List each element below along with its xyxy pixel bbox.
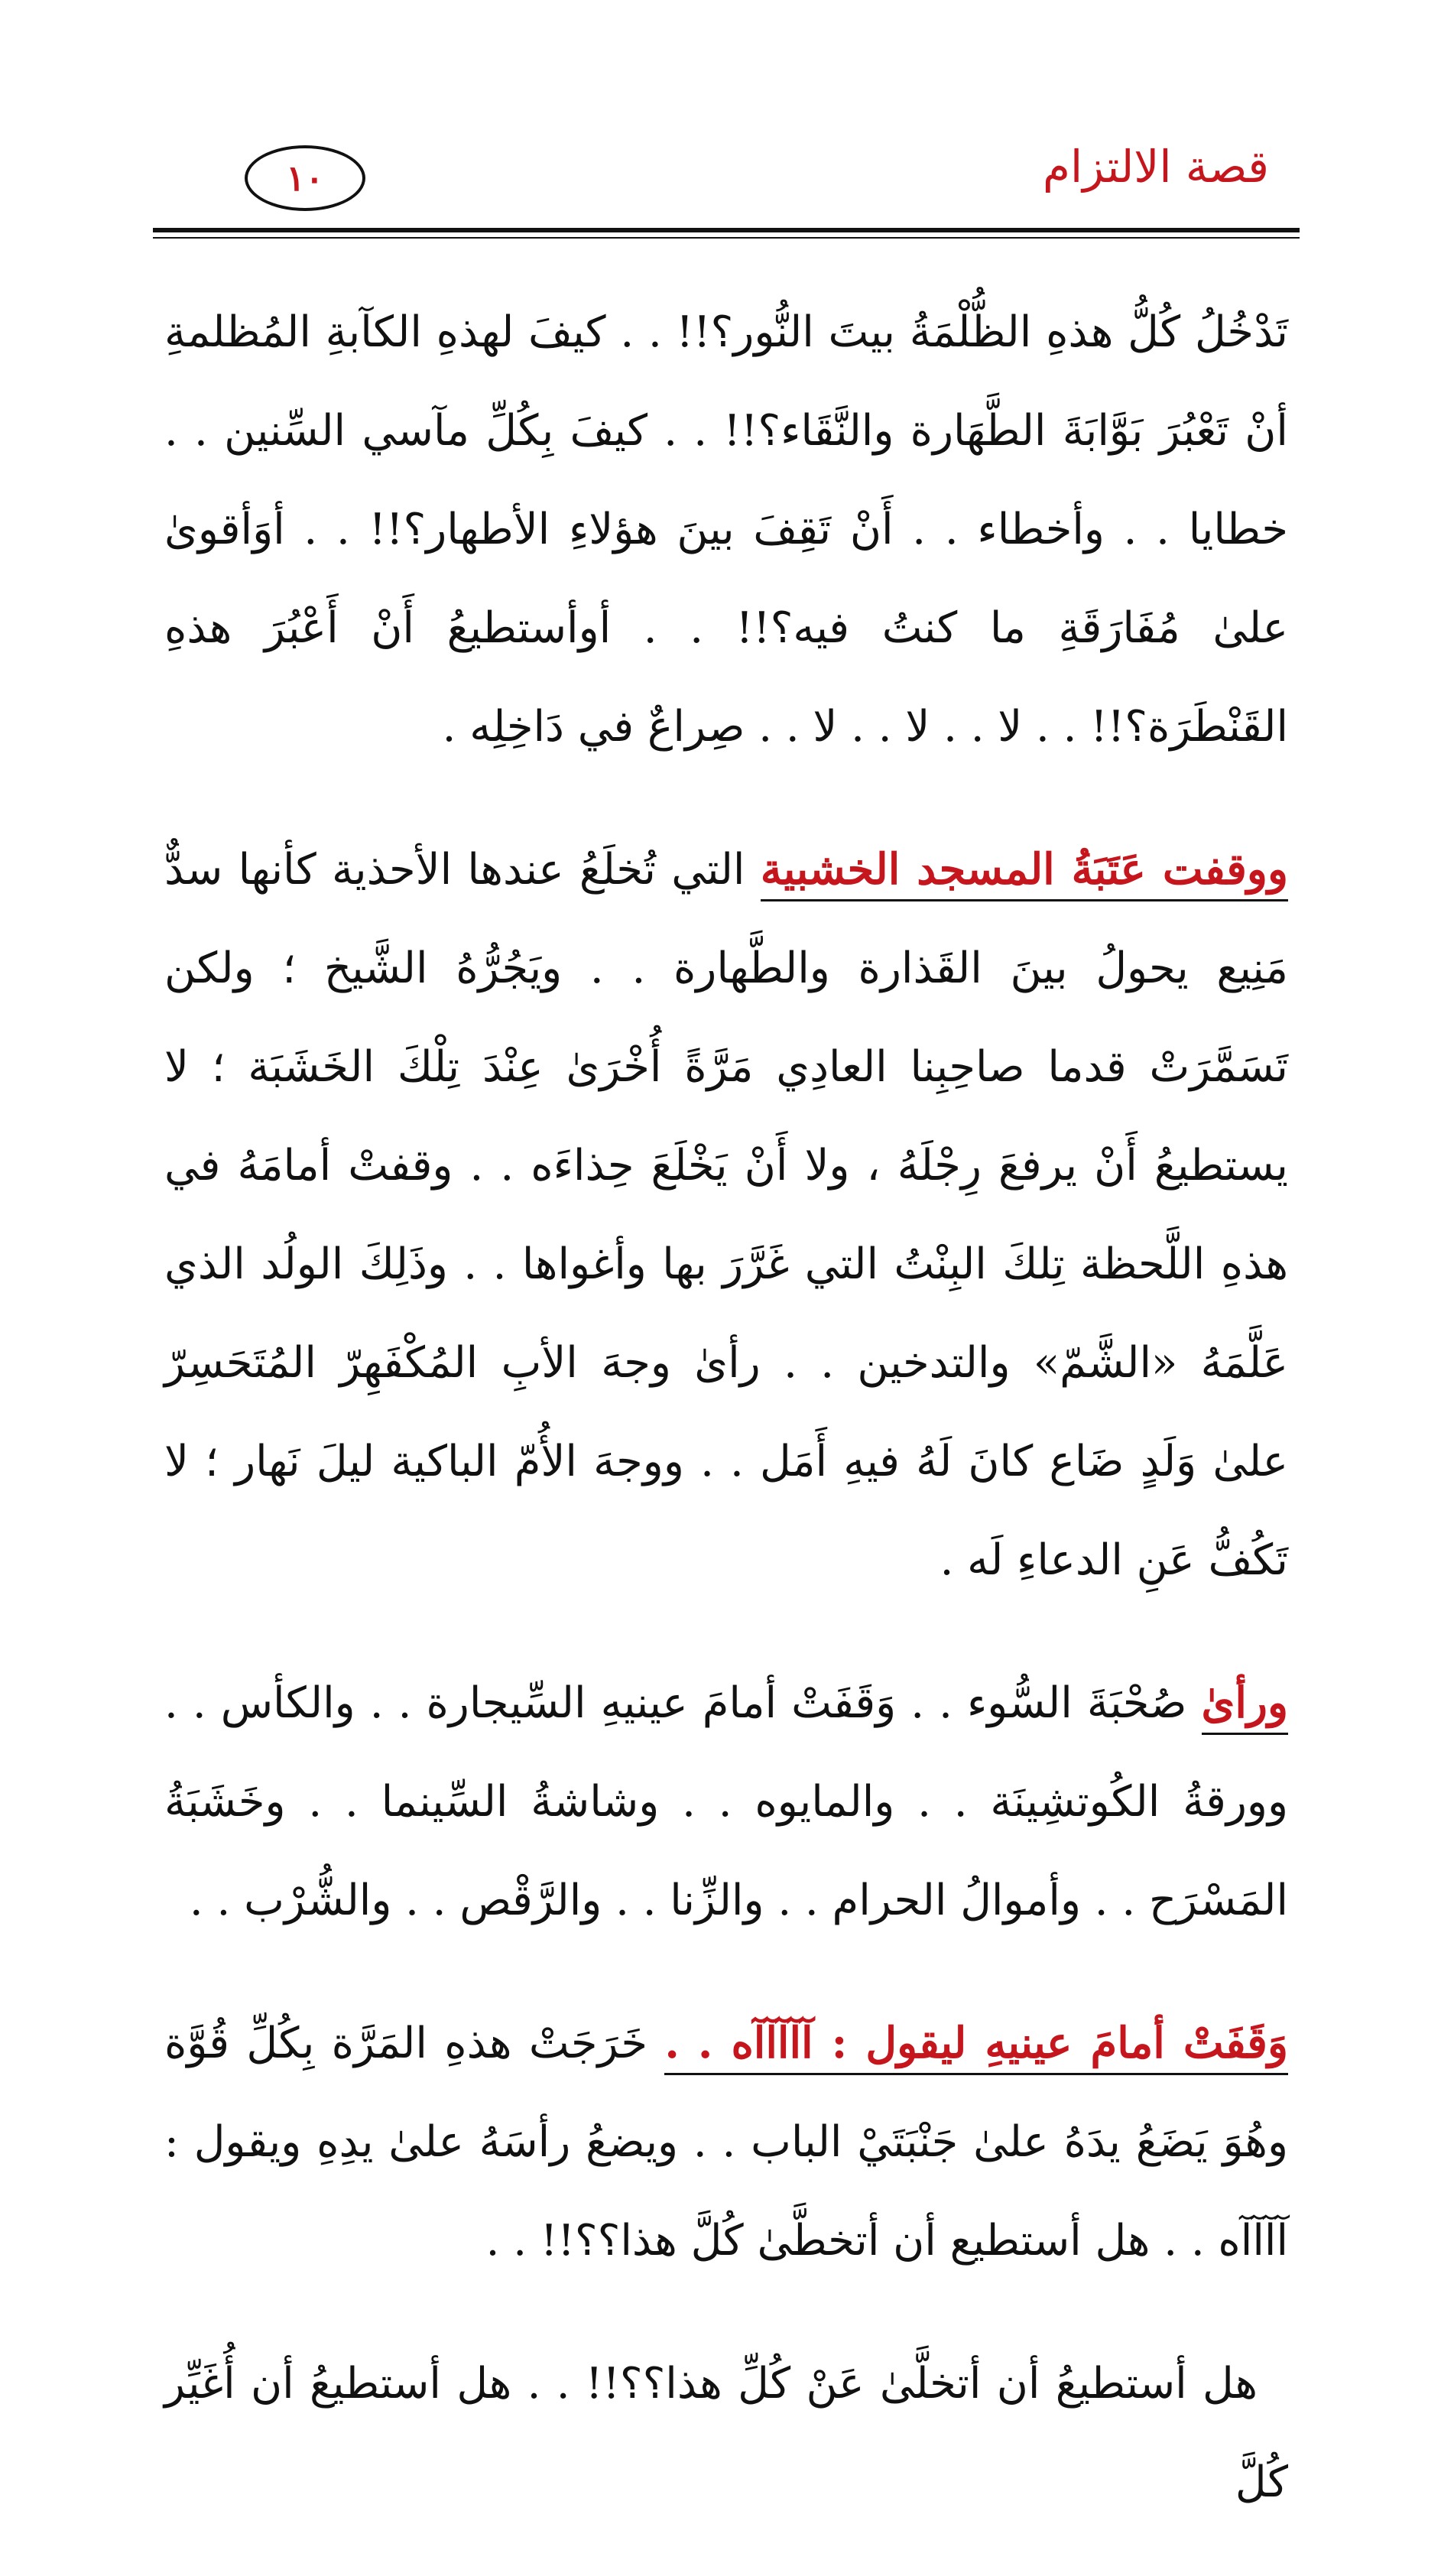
header-rule-thin bbox=[153, 237, 1300, 239]
paragraph-1 bbox=[164, 283, 1288, 776]
paragraph-5 bbox=[164, 2334, 1288, 2532]
paragraph-lead: وَقَفَتْ أمامَ عينيهِ ليقول : آآآآآه . . bbox=[664, 2018, 1288, 2075]
paragraph-text: تَدْخُلُ كُلُّ هذهِ الظُّلْمَةُ بيتَ النُّور؟!! . . كيفَ لهذهِ الكآبةِ المُظلمةِ أنْ تَعْبُرَ بَوَّابَةَ الطَّهَارة والنَّقَاء؟!! . . كيفَ بِكُلِّ مآسي السِّنين . . خطايا . . وأخطاء . . أَنْ تَقِفَ بينَ هؤلاءِ الأطهار؟!! . . أوَأقوىٰ علىٰ مُفَارَقَةِ ما كنتُ فيه؟!! . . أوأستطيعُ أَنْ أَعْبُرَ هذهِ القَنْطَرَة؟!! . . لا . . لا . . لا . . صِراعٌ في دَاخِلِه . bbox=[164, 307, 1288, 752]
page-number-badge bbox=[245, 145, 365, 211]
paragraph-text: خَرَجَتْ هذهِ المَرَّة بِكُلِّ قُوَّة وهُوَ يَضَعُ يدَهُ علىٰ جَنْبَتَيْ الباب . . ويضعُ رأسَهُ علىٰ يدِهِ ويقول : آآآآه . . هل أستطيع أن أتخطَّىٰ كُلَّ هذا؟؟!! . . bbox=[164, 2019, 1288, 2266]
page-body bbox=[164, 283, 1288, 2576]
paragraph-text: هل أستطيعُ أن أتخلَّىٰ عَنْ كُلِّ هذا؟؟!! . . هل أستطيعُ أن أُغَيِّر كُلَّ bbox=[164, 2359, 1288, 2507]
paragraph-text: صُحْبَةَ السُّوء . . وَقَفَتْ أمامَ عينيهِ السِّيجارة . . والكأس . . وورقةُ الكُوتشِينَة . . والمايوه . . وشاشةُ السِّينما . . وخَشَبَةُ المَسْرَح . . وأموالُ الحرام . . والزِّنا . . والرَّقْص . . والشُّرْب . . bbox=[164, 1678, 1288, 1925]
header-rule-thick bbox=[153, 228, 1300, 232]
paragraph-4 bbox=[164, 1994, 1288, 2290]
book-title: قصة الالتزام bbox=[1043, 141, 1269, 193]
paragraph-lead: ورأىٰ bbox=[1202, 1678, 1288, 1735]
paragraph-lead: ووقفت عَتَبَةُ المسجد الخشبية bbox=[761, 844, 1288, 901]
page-number: ١٠ bbox=[286, 158, 324, 199]
paragraph-2 bbox=[164, 820, 1288, 1610]
paragraph-3 bbox=[164, 1654, 1288, 1950]
paragraph-text: التي تُخلَعُ عندها الأحذية كأنها سدٌّ مَنِيع يحولُ بينَ القَذارة والطَّهارة . . ويَجُرُّهُ الشَّيخ ؛ ولكن تَسَمَّرَتْ قدما صاحِبِنا العادِي مَرَّةً أُخْرَىٰ عِنْدَ تِلْكَ الخَشَبَة ؛ لا يستطيعُ أَنْ يرفعَ رِجْلَهُ ، ولا أَنْ يَخْلَعَ حِذاءَه . . وقفتْ أمامَهُ في هذهِ اللَّحظة تِلكَ البِنْتُ التي غَرَّرَ بها وأغواها . . وذَلِكَ الولُد الذي عَلَّمَهُ «الشَّمّ» والتدخين . . رأىٰ وجهَ الأبِ المُكْفَهِرّ المُتَحَسِرّ علىٰ وَلَدٍ ضَاع كانَ لَهُ فيهِ أَمَل . . ووجهَ الأُمّ الباكية ليلَ نَهار ؛ لا تَكُفُّ عَنِ الدعاءِ لَه . bbox=[164, 845, 1289, 1585]
page-header bbox=[153, 130, 1300, 245]
